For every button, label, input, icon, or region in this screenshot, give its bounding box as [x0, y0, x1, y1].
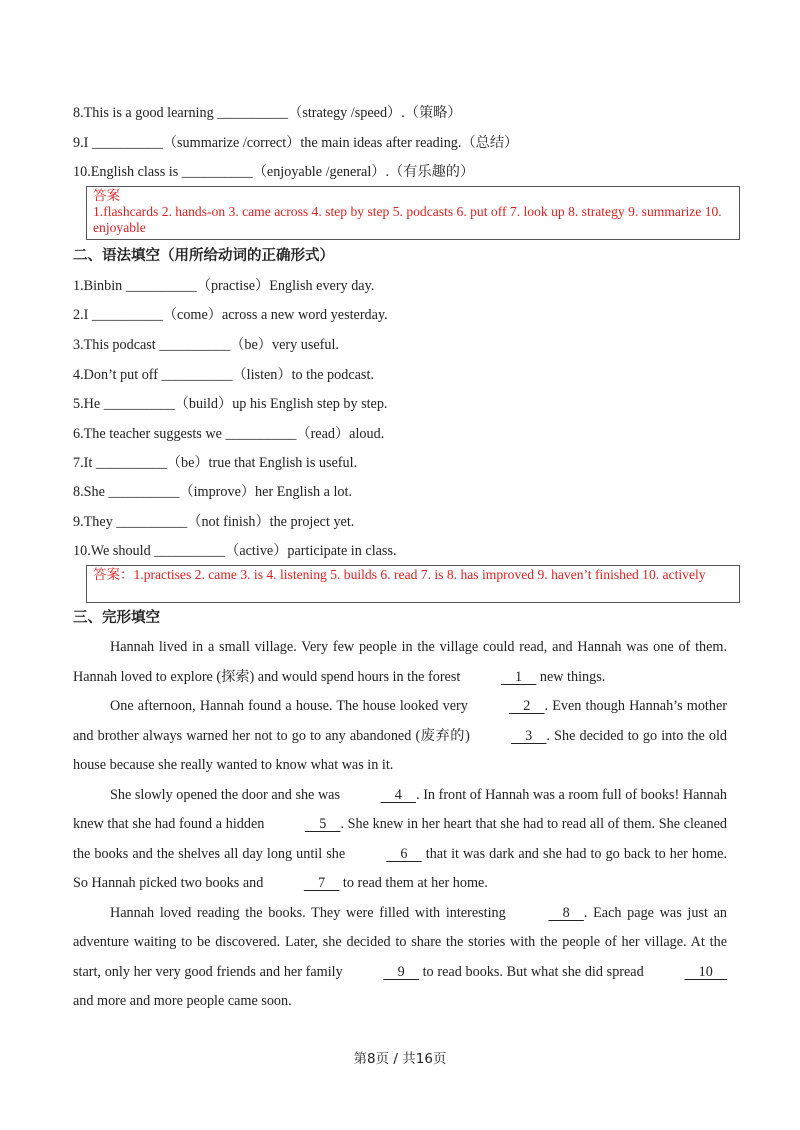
answer-label: 答案	[93, 188, 120, 204]
cloze-blank: 3	[510, 727, 547, 744]
section-heading-cloze: 三、完形填空	[73, 610, 160, 626]
cloze-blank: 5	[305, 816, 341, 832]
cloze-paragraph: One afternoon, Hannah found a house. The house looked very 2 . Even though Hannah’s mother and brother always warned her not to go to any abandoned (废弃的) 3 . She decided to go into the old house because she really wanted to know what was in it.	[73, 692, 727, 781]
cloze-blank: 9	[383, 963, 419, 980]
cloze-paragraph: Hannah loved reading the books. They were filled with interesting 8 . Each page was just an adventure waiting to be discovered. Later, she decided to share the stories with the people of her village. At the start, only her very good friends and her family 9 to read books. But what she did spread 10 and more and more people came soon.	[73, 899, 727, 1017]
cloze-blank: 7	[303, 875, 340, 891]
grammar-item: 2.I __________（come）across a new word yesterday.	[73, 307, 388, 323]
cloze-blank: 10	[684, 963, 727, 980]
grammar-item: 9.They __________（not finish）the project yet.	[73, 514, 355, 530]
cloze-passage	[73, 633, 727, 1017]
vocab-answer-box	[86, 186, 740, 240]
grammar-item: 4.Don’t put off __________（listen）to the podcast.	[73, 367, 374, 383]
answer-label: 答案：	[93, 567, 134, 583]
grammar-item: 8.She __________（improve）her English a lot.	[73, 484, 352, 500]
grammar-item: 5.He __________（build）up his English step by step.	[73, 396, 388, 412]
cloze-blank: 4	[380, 786, 417, 803]
section-heading-grammar: 二、语法填空（用所给动词的正确形式）	[73, 248, 334, 264]
grammar-item: 3.This podcast __________（be）very useful.	[73, 337, 339, 353]
grammar-answer-box	[86, 565, 740, 603]
cloze-blank: 6	[386, 845, 422, 862]
cloze-paragraph: She slowly opened the door and she was 4 . In front of Hannah was a room full of books! Hannah knew that she had found a hidden 5 . She knew in her heart that she had to read all of them. She cleaned the books and the shelves all day long until she 6 that it was dark and she had to go back to her home. So Hannah picked two books and 7 to read them at her home.	[73, 781, 727, 899]
grammar-item: 6.The teacher suggests we __________（read）aloud.	[73, 426, 385, 442]
page-number-footer: 第8页 / 共16页	[353, 1051, 447, 1067]
cloze-blank: 2	[509, 698, 545, 714]
grammar-item: 10.We should __________（active）participate in class.	[73, 543, 397, 559]
grammar-item: 7.It __________（be）true that English is useful.	[73, 455, 358, 471]
vocab-question-10: 10.English class is __________（enjoyable /general）.（有乐趣的）	[73, 164, 475, 180]
cloze-blank: 8	[548, 904, 584, 921]
answer-text: 1.flashcards 2. hands-on 3. came across 4. step by step 5. podcasts 6. put off 7. look up 8. strategy 9. summarize 10. enjoyable	[93, 204, 722, 235]
cloze-paragraph: Hannah lived in a small village. Very few people in the village could read, and Hannah was one of them. Hannah loved to explore (探索) and would spend hours in the forest 1 new things.	[73, 633, 727, 692]
cloze-blank: 1	[500, 668, 537, 685]
grammar-item: 1.Binbin __________（practise）English every day.	[73, 278, 375, 294]
answer-text: 1.practises 2. came 3. is 4. listening 5. builds 6. read 7. is 8. has improved 9. haven’t finished 10. actively	[133, 567, 706, 582]
vocab-question-8: 8.This is a good learning __________（strategy /speed）.（策略）	[73, 105, 462, 121]
vocab-question-9: 9.I __________（summarize /correct）the main ideas after reading.（总结）	[73, 135, 519, 151]
